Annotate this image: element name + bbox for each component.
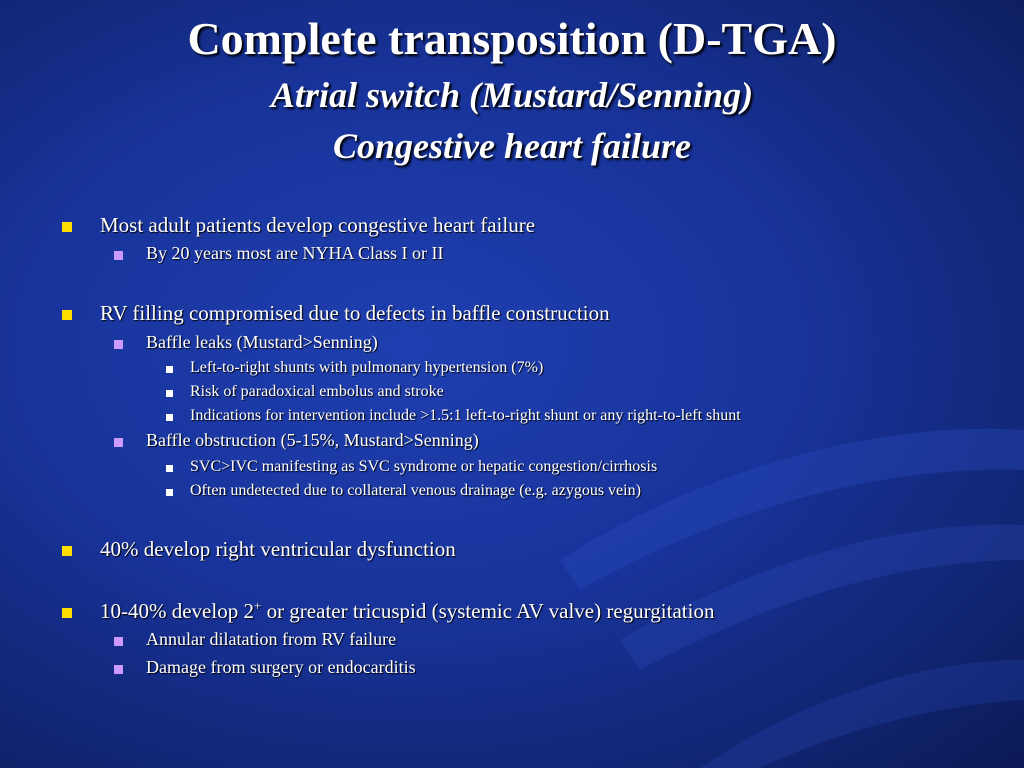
square-bullet-icon (62, 310, 72, 320)
square-bullet-icon (114, 637, 123, 646)
bullet-1: Most adult patients develop congestive heart failure (100, 213, 536, 237)
bullet-2-2-1: SVC>IVC manifesting as SVC syndrome or hepatic congestion/cirrhosis (190, 458, 658, 475)
square-bullet-icon (166, 414, 173, 421)
square-bullet-icon (62, 222, 72, 232)
bullet-4-2: Damage from surgery or endocarditis (146, 657, 416, 677)
bullet-2-1-1: Left-to-right shunts with pulmonary hypertension (7%) (190, 359, 544, 376)
square-bullet-icon (114, 340, 123, 349)
slide-title: Complete transposition (D-TGA) (187, 13, 837, 64)
square-bullet-icon (166, 390, 173, 397)
square-bullet-icon (114, 251, 123, 260)
square-bullet-icon (62, 608, 72, 618)
bullet-4-1: Annular dilatation from RV failure (146, 629, 397, 649)
bullet-2-2-2: Often undetected due to collateral venous drainage (e.g. azygous vein) (190, 482, 641, 499)
square-bullet-icon (166, 489, 173, 496)
square-bullet-icon (166, 366, 173, 373)
bullet-4-text-end: or greater tricuspid (systemic AV valve) regurgitation (261, 599, 715, 623)
slide-subtitle-2: Congestive heart failure (333, 126, 691, 166)
bullet-4 (100, 599, 714, 624)
bullet-2: RV filling compromised due to defects in baffle construction (100, 301, 610, 325)
bullet-2-1-2: Risk of paradoxical embolus and stroke (190, 383, 444, 400)
bullet-2-2: Baffle obstruction (5-15%, Mustard>Senning) (146, 430, 479, 450)
bullet-4-superscript: + (253, 598, 262, 613)
square-bullet-icon (114, 665, 123, 674)
square-bullet-icon (62, 546, 72, 556)
bullet-2-1-3: Indications for intervention include >1.5:1 left-to-right shunt or any right-to-left shunt (190, 407, 741, 424)
square-bullet-icon (166, 465, 173, 472)
square-bullet-icon (114, 438, 123, 447)
slide-subtitle-1: Atrial switch (Mustard/Senning) (270, 75, 754, 115)
bullet-2-1: Baffle leaks (Mustard>Senning) (146, 332, 378, 352)
bullet-1-1: By 20 years most are NYHA Class I or II (146, 243, 444, 263)
bullet-3: 40% develop right ventricular dysfunction (100, 537, 456, 561)
bullet-4-text-start: 10-40% develop 2 (100, 599, 254, 623)
